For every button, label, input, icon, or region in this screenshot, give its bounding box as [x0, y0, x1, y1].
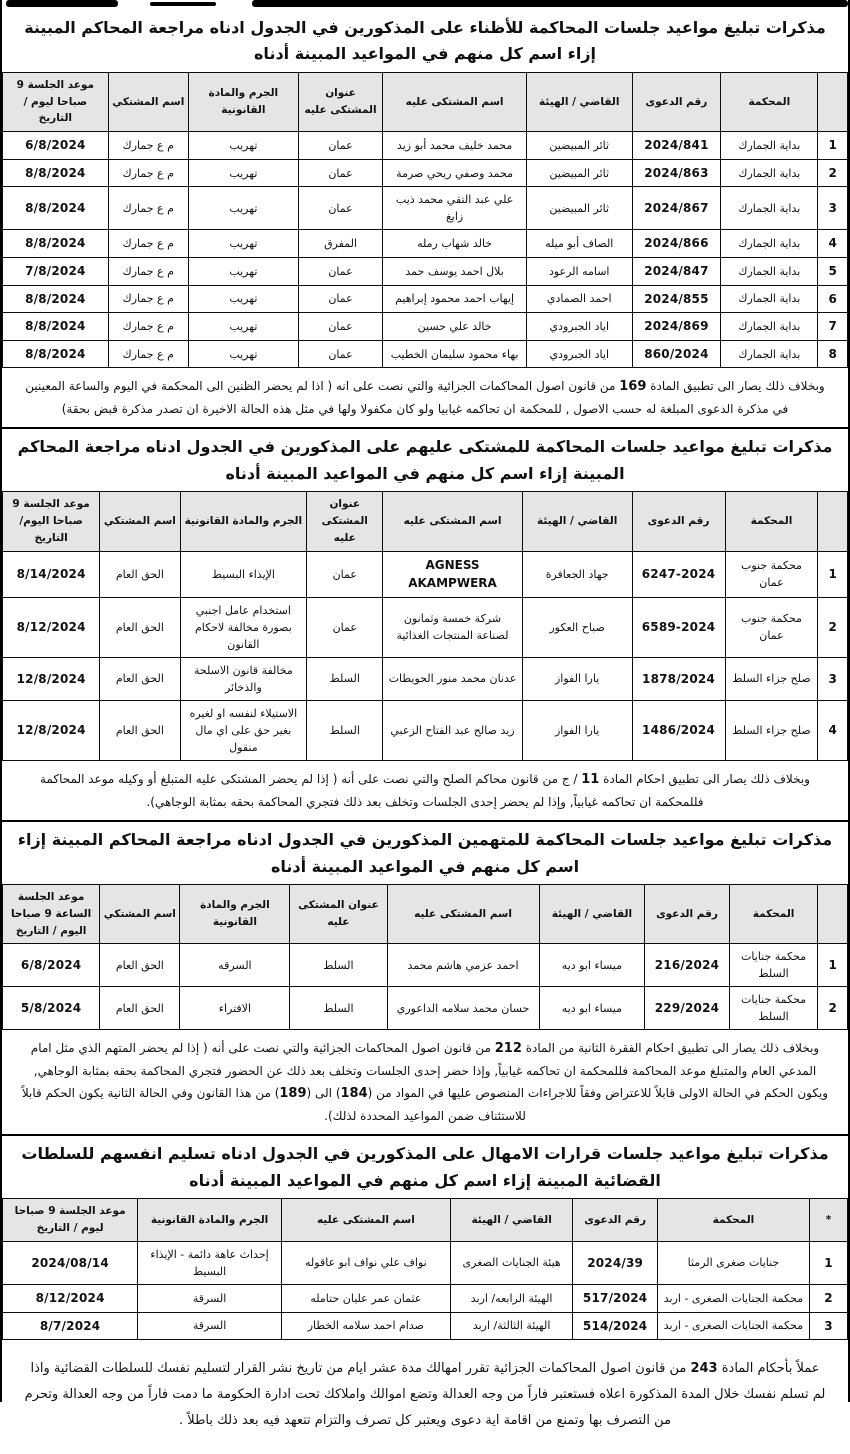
charge-description: الافتراء [180, 987, 290, 1030]
notice-section-customs [2, 10, 848, 429]
case-number: 6247-2024 [632, 551, 725, 597]
court-name: بداية الجمارك [721, 187, 818, 230]
section-title: مذكرات تبليغ مواعيد جلسات المحاكمة للمتهمين المذكورين في الجدول ادناه مراجعة المحاكم المبينة إزاء اسم كل منهم في المواعيد المبينة أدناه [17, 830, 833, 876]
charge-description: السرقة [138, 1284, 282, 1312]
case-number: 2024/847 [632, 258, 721, 286]
table-header-row [3, 884, 848, 943]
complainant-name: م ع جمارك [108, 285, 188, 313]
section-title: مذكرات تبليغ مواعيد جلسات المحاكمة للمشتكى عليهم على المذكورين في الجدول ادناه مراجعة المحاكم المبينة إزاء اسم كل منهم في المواعيد المبينة أدناه [17, 437, 833, 483]
column-header: اسم المشتكى عليه [281, 1199, 450, 1242]
table-row [3, 132, 848, 160]
row-number: 3 [818, 657, 848, 700]
complainant-name: الحق العام [100, 701, 180, 761]
column-header: المحكمة [725, 492, 818, 551]
charge-description: استخدام عامل اجنبي بصورة مخالفة لاحكام القانون [180, 597, 307, 657]
court-name: بداية الجمارك [721, 285, 818, 313]
session-date: 5/8/2024 [3, 987, 100, 1030]
court-name: صلح جزاء السلط [725, 701, 818, 761]
row-number: 1 [818, 132, 848, 160]
case-number: 229/2024 [645, 987, 730, 1030]
charge-description: تهريب [188, 132, 298, 160]
column-header: رقم الدعوى [573, 1199, 658, 1242]
row-number: 3 [809, 1312, 847, 1340]
notice-section-surrender-orders [2, 1136, 848, 1454]
column-header: موعد الجلسة 9 صباحا ليوم / التاريخ [3, 1199, 138, 1242]
row-number: 5 [818, 258, 848, 286]
court-schedule-table [2, 884, 848, 1031]
column-header: القاضي / الهيئة [450, 1199, 573, 1242]
charge-description: مخالفة قانون الاسلحة والذخائر [180, 657, 307, 700]
table-row [3, 340, 848, 368]
case-number: 216/2024 [645, 944, 730, 987]
defendant-address: عمان [298, 340, 383, 368]
session-date: 6/8/2024 [3, 944, 100, 987]
judge-name: ميساء ابو ديه [539, 944, 645, 987]
defendant-address: عمان [307, 551, 383, 597]
court-name: بداية الجمارك [721, 132, 818, 160]
row-number: 2 [818, 597, 848, 657]
defendant-name: احمد عزمي هاشم محمد [387, 944, 539, 987]
judge-name: ميساء ابو ديه [539, 987, 645, 1030]
defendant-name: إيهاب احمد محمود إبراهيم [383, 285, 527, 313]
legal-provision-note: وبخلاف ذلك يصار الى تطبيق احكام المادة 11 / ج من قانون محاكم الصلح والتي نصت على أنه ( إذا لم يحضر المشتكى عليه المتبلغ أو وكيله موعد المحاكمة فللمحكمة ان تحاكمه غيابياً, وإذا لم يحضر إحدى الجلسات وتخلف بعد ذلك فتجري المحاكمة بحقه بمثابة الوجاهي). [2, 761, 848, 822]
charge-description: تهريب [188, 313, 298, 341]
defendant-name: علي عبد التقي محمد ذيب زايغ [383, 187, 527, 230]
charge-description: السرقة [138, 1312, 282, 1340]
defendant-address: السلط [307, 657, 383, 700]
row-number: 4 [818, 701, 848, 761]
row-number: 4 [818, 230, 848, 258]
defendant-name: زيد صالح عبد الفتاح الزعبي [383, 701, 522, 761]
table-row [3, 1241, 848, 1284]
row-number-header [818, 884, 848, 943]
column-header: موعد الجلسة 9 صباحا اليوم/التاريخ [3, 492, 100, 551]
charge-description: الإيذاء البسيط [180, 551, 307, 597]
case-number: 2024/869 [632, 313, 721, 341]
defendant-address: عمان [307, 597, 383, 657]
session-date: 8/8/2024 [3, 187, 109, 230]
charge-description: تهريب [188, 230, 298, 258]
charge-description: تهريب [188, 159, 298, 187]
charge-description: إحداث عاهة دائمة - الإيذاء البسيط [138, 1241, 282, 1284]
defendant-name: AGNESS AKAMPWERA [383, 551, 522, 597]
column-header: المحكمة [721, 72, 818, 131]
section-title: مذكرات تبليغ مواعيد جلسات المحاكمة للأظناء على المذكورين في الجدول ادناه مراجعة المحاكم المبينة إزاء اسم كل منهم في المواعيد المبينة أدناه [24, 18, 826, 64]
defendant-name: بهاء محمود سليمان الخطيب [383, 340, 527, 368]
column-header: عنوان المشتكى عليه [307, 492, 383, 551]
court-name: محكمة الجنايات الصغرى - اربد [657, 1284, 809, 1312]
table-row [3, 230, 848, 258]
case-number: 2024/866 [632, 230, 721, 258]
row-number-header [818, 492, 848, 551]
judge-name: الصاف أبو ميله [526, 230, 632, 258]
complainant-name: م ع جمارك [108, 132, 188, 160]
column-header: رقم الدعوى [632, 72, 721, 131]
case-number: 2024/841 [632, 132, 721, 160]
defendant-address: السلط [290, 987, 387, 1030]
section-title: مذكرات تبليغ مواعيد جلسات قرارات الامهال على المذكورين في الجدول ادناه تسليم انفسهم للسلطات القضائية المبينة إزاء اسم كل منهم في المواعيد المبينة أدناه [21, 1144, 829, 1190]
complainant-name: الحق العام [100, 987, 180, 1030]
defendant-name: عثمان عمر عليان حتامله [281, 1284, 450, 1312]
session-date: 8/8/2024 [3, 285, 109, 313]
court-name: محكمة جنايات السلط [729, 987, 818, 1030]
column-header: الجرم والمادة القانونية [188, 72, 298, 131]
column-header: اسم المشتكى عليه [387, 884, 539, 943]
column-header: الجرم والمادة القانونية [180, 492, 307, 551]
table-row [3, 159, 848, 187]
court-name: بداية الجمارك [721, 340, 818, 368]
court-name: بداية الجمارك [721, 313, 818, 341]
charge-description: الاستيلاء لنفسه او لغيره بغير حق على اي مال منقول [180, 701, 307, 761]
table-row [3, 1284, 848, 1312]
defendant-name: شركة خمسة وثمانون لصناعة المنتجات الغذائية [383, 597, 522, 657]
court-schedule-table [2, 491, 848, 761]
case-number: 514/2024 [573, 1312, 658, 1340]
row-number: 7 [818, 313, 848, 341]
defendant-name: عدنان محمد منور الحويطات [383, 657, 522, 700]
judge-name: اياد الجبرودي [526, 313, 632, 341]
judge-name: جهاد الجعافرة [522, 551, 632, 597]
judge-name: ثائر المبيضين [526, 159, 632, 187]
table-row [3, 551, 848, 597]
table-row [3, 313, 848, 341]
court-name: محكمة جنايات السلط [729, 944, 818, 987]
column-header: رقم الدعوى [645, 884, 730, 943]
court-name: بداية الجمارك [721, 159, 818, 187]
notice-section-defendants [2, 429, 848, 822]
judge-name: ثائر المبيضين [526, 187, 632, 230]
court-name: صلح جزاء السلط [725, 657, 818, 700]
judge-panel: الهيئة الرابعه/ اربد [450, 1284, 573, 1312]
column-header: اسم المشتكي [100, 492, 180, 551]
judge-name: احمد الصمادي [526, 285, 632, 313]
column-header: اسم المشتكى عليه [383, 72, 527, 131]
judge-name: اياد الجبرودي [526, 340, 632, 368]
row-number: 8 [818, 340, 848, 368]
table-row [3, 187, 848, 230]
row-number: 1 [809, 1241, 847, 1284]
row-number: 6 [818, 285, 848, 313]
session-date: 8/7/2024 [3, 1312, 138, 1340]
table-row [3, 597, 848, 657]
charge-description: تهريب [188, 258, 298, 286]
case-number: 2024/855 [632, 285, 721, 313]
complainant-name: م ع جمارك [108, 313, 188, 341]
charge-description: تهريب [188, 285, 298, 313]
defendant-address: عمان [298, 258, 383, 286]
session-date: 2024/08/14 [3, 1241, 138, 1284]
defendant-name: خالد علي حسين [383, 313, 527, 341]
row-number: 2 [809, 1284, 847, 1312]
legal-provision-note: عملاً بأحكام المادة 243 من قانون اصول المحاكمات الجزائية تقرر امهالك مدة عشر ايام من تاريخ نشر القرار لتسليم نفسك للسلطات القضائية واذا لم تسلم نفسك خلال المدة المذكورة اعلاه فستعتبر فاراً من وجه العدالة وتضع اموالك واملاكك تحت ادارة الحكومة ما دمت فاراً من وجه العدالة وتحرم من التصرف بها وتمنع من اقامة اية دعوى ويعتبر كل تصرف والتزام تتعهد فيه بعد ذلك باطلاً . [24, 1361, 826, 1429]
complainant-name: م ع جمارك [108, 340, 188, 368]
court-name: بداية الجمارك [721, 230, 818, 258]
judge-name: يارا الفواز [522, 657, 632, 700]
complainant-name: م ع جمارك [108, 159, 188, 187]
column-header: اسم المشتكي [108, 72, 188, 131]
column-header: موعد الجلسة 9 صباحا ليوم / التاريخ [3, 72, 109, 131]
case-number: 517/2024 [573, 1284, 658, 1312]
complainant-name: الحق العام [100, 597, 180, 657]
defendant-address: عمان [298, 313, 383, 341]
table-header-row [3, 72, 848, 131]
defendant-name: خالد شهاب رمله [383, 230, 527, 258]
defendant-address: عمان [298, 285, 383, 313]
judge-name: اسامه الرعود [526, 258, 632, 286]
session-date: 8/8/2024 [3, 340, 109, 368]
judge-name: يارا الفواز [522, 701, 632, 761]
complainant-name: الحق العام [100, 657, 180, 700]
case-number: 1878/2024 [632, 657, 725, 700]
session-date: 8/12/2024 [3, 1284, 138, 1312]
court-name: محكمة جنوب عمان [725, 597, 818, 657]
charge-description: تهريب [188, 187, 298, 230]
defendant-name: بلال احمد يوسف حمد [383, 258, 527, 286]
complainant-name: م ع جمارك [108, 230, 188, 258]
row-number: 2 [818, 159, 848, 187]
row-number: 1 [818, 944, 848, 987]
column-header: القاضي / الهيئة [526, 72, 632, 131]
complainant-name: الحق العام [100, 944, 180, 987]
charge-description: السرقه [180, 944, 290, 987]
defendant-name: حسان محمد سلامه الداعوري [387, 987, 539, 1030]
case-number: 2024/39 [573, 1241, 658, 1284]
column-header: اسم المشتكى عليه [383, 492, 522, 551]
case-number: 2024/867 [632, 187, 721, 230]
row-number: 3 [818, 187, 848, 230]
defendant-name: محمد وصفي ريحي صرمة [383, 159, 527, 187]
judge-panel: هيئة الجنايات الصغرى [450, 1241, 573, 1284]
court-name: بداية الجمارك [721, 258, 818, 286]
defendant-name: نواف علي نواف ابو عاقوله [281, 1241, 450, 1284]
judge-name: صباح العكور [522, 597, 632, 657]
case-number: 2024/863 [632, 159, 721, 187]
defendant-address: المفرق [298, 230, 383, 258]
session-date: 8/8/2024 [3, 313, 109, 341]
case-number: 1486/2024 [632, 701, 725, 761]
column-header: عنوان المشتكى عليه [298, 72, 383, 131]
judge-panel: الهيئة الثالثة/ اربد [450, 1312, 573, 1340]
legal-provision-note: وبخلاف ذلك يصار الى تطبيق المادة 169 من قانون اصول المحاكمات الجزائية والتي نصت على انه ( اذا لم يحضر الظنين الى المحكمة في اليوم والساعة المعينين في مذكرة الدعوى المبلغة له حسب الاصول , للمحكمة ان تحاكمه غيابيا ولو كان مكفولا ولها في مثل هذه الحالة الاخيرة ان تصدر مذكرة قبض بحقة) [2, 368, 848, 429]
column-header: المحكمة [729, 884, 818, 943]
table-row [3, 701, 848, 761]
defendant-name: صدام احمد سلامه الخطار [281, 1312, 450, 1340]
row-number-header: * [809, 1199, 847, 1242]
session-date: 12/8/2024 [3, 701, 100, 761]
row-number-header [818, 72, 848, 131]
table-row [3, 258, 848, 286]
defendant-address: السلط [307, 701, 383, 761]
court-name: محكمة الجنايات الصغرى - اربد [657, 1312, 809, 1340]
session-date: 8/14/2024 [3, 551, 100, 597]
row-number: 1 [818, 551, 848, 597]
complainant-name: م ع جمارك [108, 258, 188, 286]
session-date: 6/8/2024 [3, 132, 109, 160]
table-header-row [3, 492, 848, 551]
column-header: المحكمة [657, 1199, 809, 1242]
court-name: جنايات صغرى الرمثا [657, 1241, 809, 1284]
row-number: 2 [818, 987, 848, 1030]
complainant-name: م ع جمارك [108, 187, 188, 230]
session-date: 12/8/2024 [3, 657, 100, 700]
column-header: الجرم والمادة القانونية [180, 884, 290, 943]
table-row [3, 285, 848, 313]
session-date: 8/12/2024 [3, 597, 100, 657]
column-header: الجرم والمادة القانونية [138, 1199, 282, 1242]
court-name: محكمة جنوب عمان [725, 551, 818, 597]
table-row [3, 1312, 848, 1340]
defendant-address: عمان [298, 187, 383, 230]
defendant-name: محمد خليف محمد أبو زيد [383, 132, 527, 160]
notice-section-accused [2, 822, 848, 1136]
table-header-row [3, 1199, 848, 1242]
column-header: موعد الجلسة الساعة 9 صباحا اليوم / التاريخ [3, 884, 100, 943]
case-number: 6589-2024 [632, 597, 725, 657]
judge-name: ثائر المبيضين [526, 132, 632, 160]
session-date: 7/8/2024 [3, 258, 109, 286]
column-header: اسم المشتكي [100, 884, 180, 943]
case-number: 860/2024 [632, 340, 721, 368]
scan-artifact [2, 0, 848, 10]
column-header: رقم الدعوى [632, 492, 725, 551]
column-header: القاضي / الهيئة [539, 884, 645, 943]
table-row [3, 657, 848, 700]
legal-provision-note: وبخلاف ذلك يصار الى تطبيق احكام الفقرة الثانية من المادة 212 من قانون اصول المحاكمات الجزائية والتي نصت على أنه ( إذا لم يحضر المتهم الذي مثل امام المدعي العام والمتبلغ موعد المحاكمة فللمحكمة ان تحاكمه غيابياً, وإذا حضر إحدى الجلسات وتخلف بعد ذلك عن الحضور فتجري المحاكمة بحقه بمثابة الوجاهي, ويكون الحكم في الحالة الاولى قابلاً للاعتراض وفقاً للاجراءات المنصوص عليها في المواد من (184) الى (189) من هذا القانون وفي الحالة الثانية يكون الحكم قابلاً للاستئناف ضمن المواعيد المحددة لذلك). [2, 1030, 848, 1136]
charge-description: تهريب [188, 340, 298, 368]
defendant-address: السلط [290, 944, 387, 987]
defendant-address: عمان [298, 159, 383, 187]
column-header: القاضي / الهيئة [522, 492, 632, 551]
session-date: 8/8/2024 [3, 230, 109, 258]
table-row [3, 987, 848, 1030]
session-date: 8/8/2024 [3, 159, 109, 187]
court-schedule-table [2, 1198, 848, 1340]
court-schedule-table [2, 72, 848, 369]
defendant-address: عمان [298, 132, 383, 160]
column-header: عنوان المشتكى عليه [290, 884, 387, 943]
table-row [3, 944, 848, 987]
complainant-name: الحق العام [100, 551, 180, 597]
